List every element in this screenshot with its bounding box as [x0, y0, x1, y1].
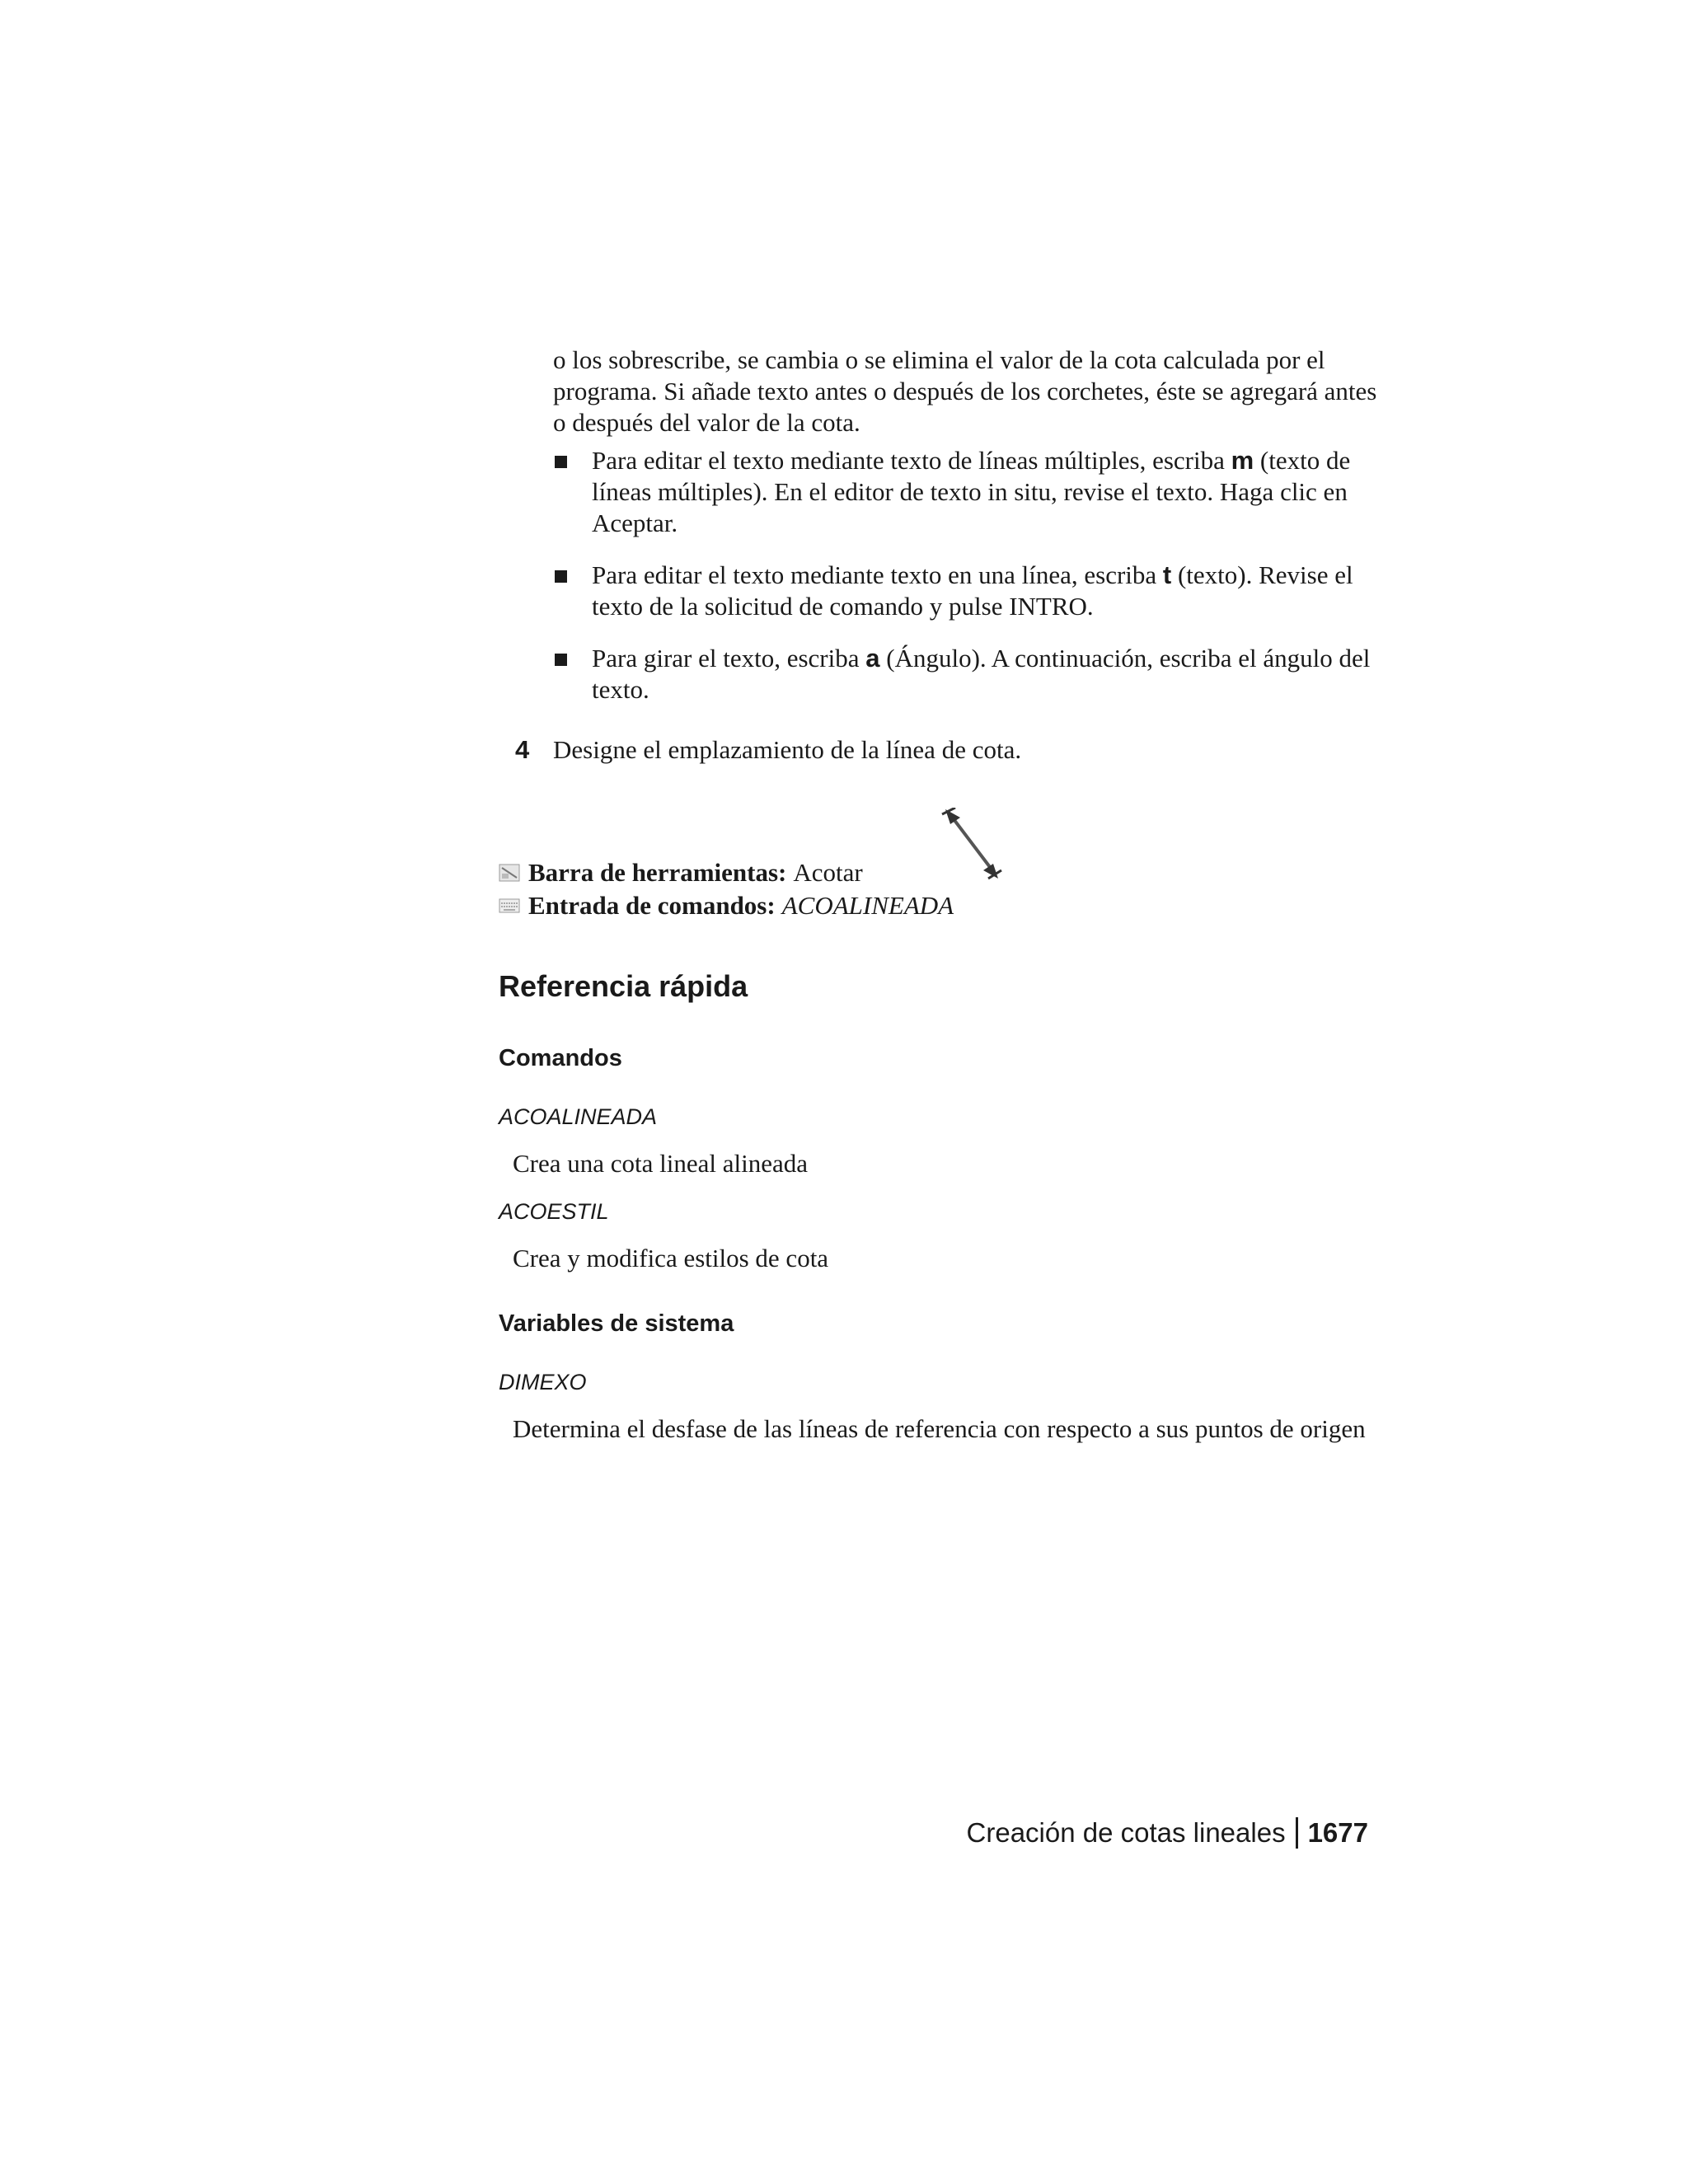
command-name: ACOESTIL [499, 1199, 609, 1224]
page-number: 1677 [1307, 1817, 1368, 1848]
item-text: Para girar el texto, escriba [592, 644, 866, 673]
keyboard-icon [499, 897, 520, 915]
toolbar-icon [499, 864, 520, 882]
toolbar-label: Barra de herramientas: [528, 858, 787, 887]
sysvar-name: DIMEXO [499, 1370, 587, 1394]
command-value: ACOALINEADA [781, 891, 954, 920]
command-description: Crea y modifica estilos de cota [513, 1244, 829, 1272]
option-key: m [1231, 446, 1254, 475]
item-text: (texto). Revise el texto de la solicitud de comando y pulse INTRO. [592, 560, 1353, 621]
list-item [553, 445, 1386, 539]
option-key: a [865, 644, 880, 673]
square-bullet-icon [555, 456, 567, 468]
command-label: Entrada de comandos: [528, 891, 776, 920]
continuation-paragraph: o los sobrescribe, se cambia o se elimina el valor de la cota calculada por el programa. Si añade texto antes o después de los corchetes, éste se agregará antes o después del valor de la cota. [553, 345, 1377, 437]
square-bullet-icon [555, 570, 567, 583]
toolbar-value: Acotar [793, 858, 863, 887]
list-item [553, 560, 1386, 622]
option-list [553, 445, 1386, 726]
command-description: Crea una cota lineal alineada [513, 1149, 809, 1178]
item-text: (texto de líneas múltiples). En el editor de texto in situ, revise el texto. Haga clic en Aceptar. [592, 446, 1351, 537]
section-title: Referencia rápida [499, 969, 748, 1003]
square-bullet-icon [555, 654, 567, 666]
step-text: Designe el emplazamiento de la línea de cota. [553, 735, 1022, 764]
page-footer [931, 1817, 1368, 1849]
commands-heading: Comandos [499, 1045, 622, 1071]
footer-section-title: Creación de cotas lineales [966, 1817, 1286, 1848]
footer-divider [1296, 1817, 1298, 1849]
item-text: Para editar el texto mediante texto en una línea, escriba [592, 560, 1163, 589]
item-text: (Ángulo). A continuación, escriba el ángulo del texto. [592, 644, 1371, 704]
sysvar-description: Determina el desfase de las líneas de referencia con respecto a sus puntos de origen [513, 1414, 1366, 1443]
option-key: t [1162, 560, 1172, 589]
command-name: ACOALINEADA [499, 1104, 658, 1129]
aligned-dimension-icon [934, 808, 1008, 882]
list-item [553, 643, 1386, 705]
command-access-line [499, 890, 954, 921]
step-number: 4 [515, 735, 530, 764]
sysvars-heading: Variables de sistema [499, 1310, 734, 1337]
toolbar-access-line [499, 857, 863, 888]
item-text: Para editar el texto mediante texto de líneas múltiples, escriba [592, 446, 1231, 475]
